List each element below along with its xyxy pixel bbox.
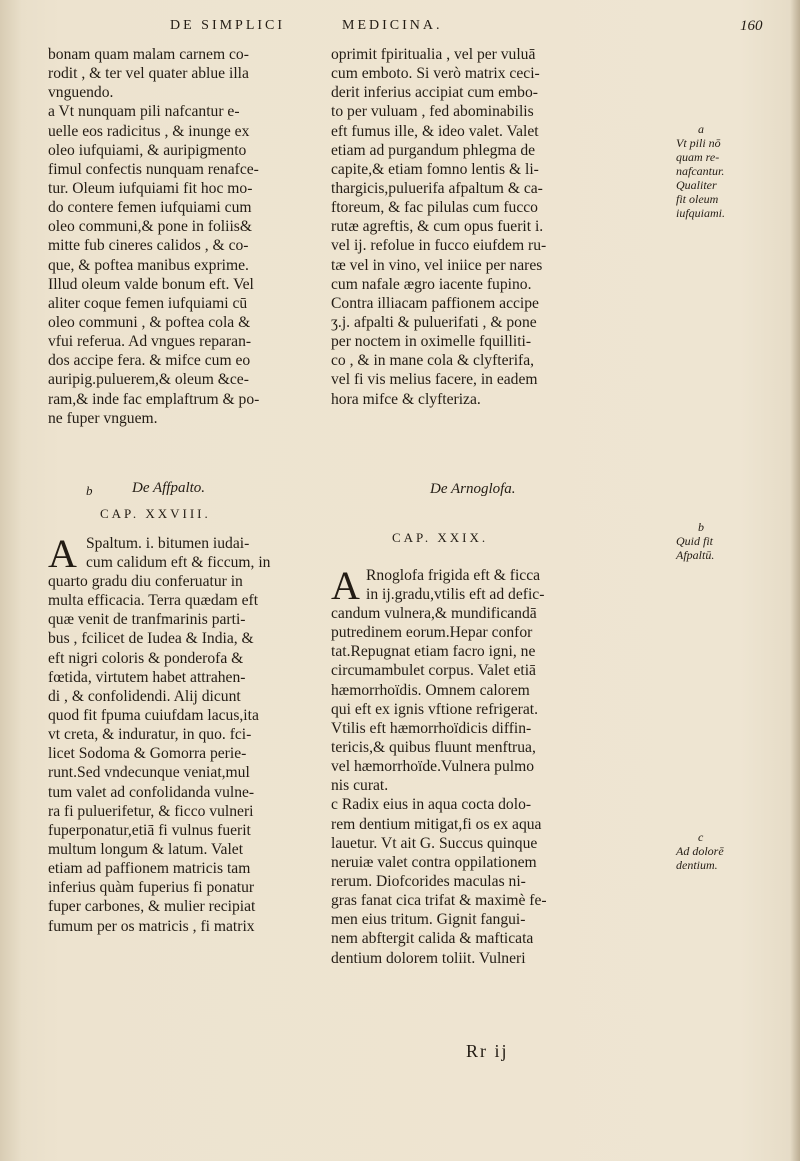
margin-line: dentium. <box>676 858 718 872</box>
margin-line: nafcantur. <box>676 164 725 178</box>
text-line: candum vulnera,& mundificandā <box>331 605 537 622</box>
text-line: to per vuluam , fed abominabilis <box>331 103 534 121</box>
text-line: fœtida, virtutem habet attrahen- <box>48 668 246 686</box>
section-title-arnoglossa: De Arnoglofa. <box>430 481 516 497</box>
text-line: hora mifce & clyfteriza. <box>331 390 481 408</box>
text-line: Rnoglofa frigida eft & ficca <box>366 567 541 584</box>
text-line: c Radix eius in aqua cocta dolo- <box>331 796 532 814</box>
text-line: ftoreum, & fac pilulas cum fucco <box>331 199 538 217</box>
text-line: neruiæ valet contra oppilationem <box>331 853 537 871</box>
text-line: bus , fcilicet de Iudea & India, & <box>48 630 254 648</box>
margin-line: Ad dolorē <box>676 844 724 858</box>
text-line: que, & poftea manibus exprime. <box>48 256 249 274</box>
text-line: Contra illiacam paffionem accipe <box>331 294 539 312</box>
text-line: vel ij. refolue in fucco eiufdem ru- <box>331 237 547 255</box>
text-line: rem dentium mitigat,fi os ex aqua <box>331 815 542 833</box>
text-line: ne fuper vnguem. <box>48 409 158 427</box>
text-line: ra fi puluerifetur, & ficco vulneri <box>48 802 254 820</box>
text-line: runt.Sed vndecunque veniat,mul <box>48 764 250 782</box>
text-line: ram,& inde fac emplaftrum & po- <box>48 390 260 408</box>
text-line: oprimit fpiritualia , vel per vuluā <box>331 46 536 63</box>
signature-mark: Rr ij <box>466 1041 509 1061</box>
text-line: quarto gradu diu conferuatur in <box>48 573 243 590</box>
text-line: Vtilis eft hæmorrhoïdicis diffin- <box>331 719 532 737</box>
text-line: in ij.gradu,vtilis eft ad defic- <box>366 586 545 604</box>
text-line: cum emboto. Si verò matrix ceci- <box>331 65 540 83</box>
margin-line: Vt pili nō <box>676 136 721 150</box>
text-line: gras fanat cica trifat & maximè fe- <box>331 892 547 910</box>
margin-note-a <box>676 122 756 220</box>
text-line: rutæ agreftis, & cum opus fuerit i. <box>331 218 544 236</box>
chapter-28-body <box>48 572 259 936</box>
drop-cap-a: A <box>48 531 77 576</box>
text-line: tæ vel in vino, vel iniice per nares <box>331 256 543 274</box>
text-line: oleo iufquiami, & auripigmento <box>48 141 247 159</box>
folio-number: 160 <box>740 18 763 34</box>
text-line: tericis,& quibus fluunt menftrua, <box>331 738 536 756</box>
margin-note-c <box>676 830 756 872</box>
text-line: fumum per os matricis , fi matrix <box>48 917 255 935</box>
chapter-29-body <box>331 604 547 968</box>
text-line: circumambulet corpus. Valet etiā <box>331 662 536 680</box>
text-line: co , & in mane cola & clyfterifa, <box>331 352 535 370</box>
text-line: fuperponatur,etiā fi vulnus fuerit <box>48 821 251 839</box>
chapter-heading-29: CAP. XXIX. <box>392 530 489 545</box>
text-line: do contere femen iufquiami cum <box>48 199 252 217</box>
text-line: dos accipe fera. & mifce cum eo <box>48 352 251 370</box>
text-line: fimul confectis nunquam renafce- <box>48 160 259 178</box>
text-line: derit inferius accipiat cum embo- <box>331 84 538 102</box>
text-line: cum calidum eft & ficcum, in <box>86 554 271 572</box>
text-line: thargicis,puluerifa afpaltum & ca- <box>331 179 543 197</box>
text-line: lauetur. Vt ait G. Succus quinque <box>331 834 538 852</box>
text-line: vt creta, & induratur, in quo. fci- <box>48 726 252 744</box>
text-line: Illud oleum valde bonum eft. Vel <box>48 275 254 293</box>
text-line: bonam quam malam carnem co- <box>48 46 249 63</box>
text-line: rodit , & ter vel quater ablue illa <box>48 65 249 83</box>
chapter-28-first-lines <box>86 534 270 572</box>
text-line: inferius quàm fuperius fi ponatur <box>48 879 255 897</box>
text-line: tat.Repugnat etiam facro igni, ne <box>331 643 536 661</box>
text-line: multum longum & latum. Valet <box>48 840 244 858</box>
text-line: cum nafale ægro iacente fupino. <box>331 275 532 293</box>
text-line: etiam ad purgandum phlegma de <box>331 141 536 159</box>
text-line: licet Sodoma & Gomorra perie- <box>48 745 247 763</box>
text-line: eft nigri coloris & ponderofa & <box>48 649 244 667</box>
text-line: di , & confolidendi. Alij dicunt <box>48 687 241 705</box>
text-line: vel fi vis melius facere, in eadem <box>331 371 538 389</box>
left-column-top <box>48 45 310 428</box>
margin-mark: a <box>698 122 704 136</box>
margin-line: fit oleum <box>676 192 719 206</box>
margin-mark-b: b <box>86 483 93 498</box>
text-line: qui eft ex ignis vftione refrigerat. <box>331 700 538 718</box>
text-line: dentium dolorem toliit. Vulneri <box>331 949 526 967</box>
text-line: vfui referua. Ad vngues reparan- <box>48 333 252 351</box>
text-line: men eius tritum. Gignit fangui- <box>331 911 526 929</box>
header-right: MEDICINA. <box>342 18 443 33</box>
text-line: oleo communi , & poftea cola & <box>48 313 251 331</box>
text-line: a Vt nunquam pili nafcantur e- <box>48 103 240 121</box>
chapter-heading-28: CAP. XXVIII. <box>100 506 211 521</box>
text-line: vnguendo. <box>48 84 114 102</box>
text-line: fuper carbones, & mulier recipiat <box>48 898 256 916</box>
page-edge-shadow <box>790 0 800 1161</box>
text-line: oleo communi,& pone in foliis& <box>48 218 252 236</box>
text-line: vel hæmorrhoïde.Vulnera pulmo <box>331 758 535 776</box>
margin-line: quam re- <box>676 150 720 164</box>
text-line: nis curat. <box>331 777 389 795</box>
text-line: per noctem in oximelle fquilliti- <box>331 333 532 351</box>
text-line: quæ venit de tranfmarinis parti- <box>48 611 246 629</box>
margin-line: Afpaltū. <box>676 548 715 562</box>
text-line: mitte fub cineres calidos , & co- <box>48 237 249 255</box>
margin-mark: b <box>698 520 704 534</box>
header-left: DE SIMPLICI <box>170 18 286 33</box>
text-line: Spaltum. i. bitumen iudai- <box>86 535 250 552</box>
text-line: aliter coque femen iufquiami cū <box>48 294 248 312</box>
text-line: ʒ.j. afpalti & puluerifati , & pone <box>331 313 537 331</box>
text-line: quod fit fpuma cuiufdam lacus,ita <box>48 706 259 724</box>
text-line: putredinem eorum.Hepar confor <box>331 624 533 642</box>
text-line: uelle eos radicitus , & inunge ex <box>48 122 250 140</box>
text-line: auripig.puluerem,& oleum &ce- <box>48 371 249 389</box>
text-line: tur. Oleum iufquiami fit hoc mo- <box>48 179 253 197</box>
text-line: capite,& etiam fomno lentis & li- <box>331 160 539 178</box>
right-column-top <box>331 45 616 409</box>
margin-line: Quid fit <box>676 534 714 548</box>
margin-note-b <box>676 520 756 562</box>
text-line: tum valet ad confolidanda vulne- <box>48 783 255 801</box>
margin-line: Qualiter <box>676 178 717 192</box>
chapter-29-first-lines <box>366 566 544 604</box>
text-line: hæmorrhoïdis. Omnem calorem <box>331 681 530 699</box>
text-line: nem abftergit calida & mafticata <box>331 930 534 948</box>
text-line: eft fumus ille, & ideo valet. Valet <box>331 122 539 140</box>
text-line: rerum. Diofcorides maculas ni- <box>331 872 526 890</box>
text-line: multa efficacia. Terra quædam eft <box>48 592 259 610</box>
drop-cap-a: A <box>331 563 360 608</box>
running-header <box>0 18 800 40</box>
margin-mark: c <box>698 830 704 844</box>
margin-line: iufquiami. <box>676 206 726 220</box>
text-line: etiam ad paffionem matricis tam <box>48 860 251 878</box>
section-title-asphalto: De Affpalto. <box>132 480 206 496</box>
